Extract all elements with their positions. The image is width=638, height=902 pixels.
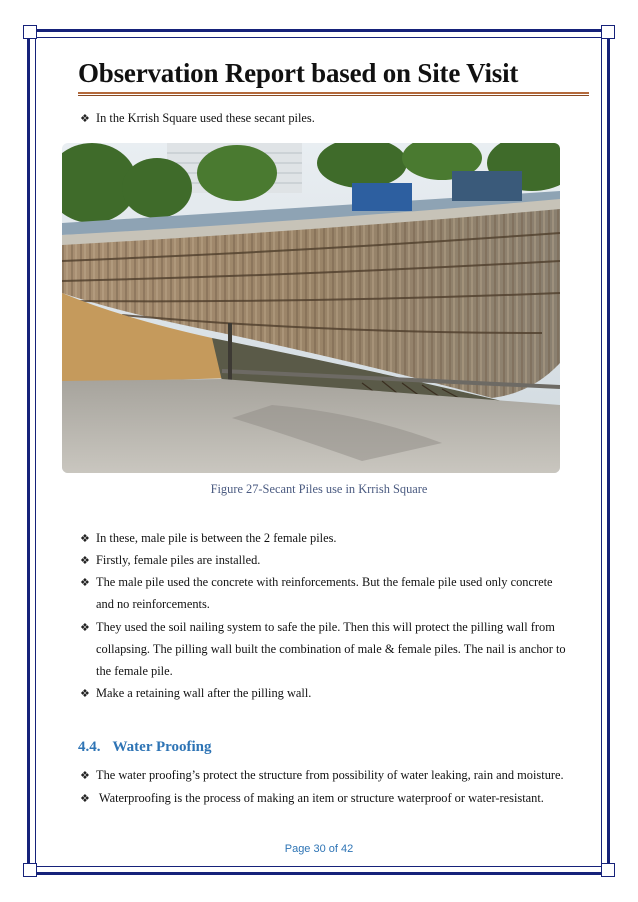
title-rule: [78, 92, 589, 94]
intro-bullet: [80, 107, 315, 130]
list-item: [80, 787, 544, 810]
list-item-text: They used the soil nailing system to safe the pile. Then this will protect the pilling wall from: [96, 620, 555, 634]
diamond-bullet-icon: ❖: [80, 793, 90, 805]
section-title: Water Proofing: [112, 739, 212, 755]
intro-bullet-text: In the Krrish Square used these secant piles.: [96, 111, 315, 125]
secant-piles-illustration: [62, 143, 560, 473]
list-item: [80, 549, 260, 572]
list-item: [80, 571, 553, 594]
secant-piles-photo: [62, 143, 560, 473]
diamond-bullet-icon: ❖: [80, 688, 90, 700]
diamond-bullet-icon: ❖: [80, 577, 90, 589]
list-item-text: Firstly, female piles are installed.: [96, 553, 261, 567]
list-item: [80, 764, 564, 787]
list-item-text: The male pile used the concrete with reinforcements. But the female pile used only concrete: [96, 575, 553, 589]
title-rule-thin: [78, 95, 589, 96]
diamond-bullet-icon: ❖: [80, 533, 90, 545]
corner-ornament-top-left: [23, 25, 37, 39]
diamond-bullet-icon: ❖: [80, 555, 90, 567]
list-item-text: Waterproofing is the process of making an item or structure waterproof or water-resistant.: [96, 791, 544, 805]
list-item-continuation: and no reinforcements.: [96, 597, 210, 611]
diamond-bullet-icon: ❖: [80, 770, 90, 782]
list-item-continuation: collapsing. The pilling wall built the combination of male & female piles. The nail is anchor to: [96, 642, 566, 656]
diamond-bullet-icon: ❖: [80, 622, 90, 634]
list-item-text: Make a retaining wall after the pilling wall.: [96, 686, 312, 700]
section-heading: [78, 739, 212, 756]
list-item: [80, 527, 337, 550]
corner-ornament-top-right: [601, 25, 615, 39]
list-item-text: The water proofing’s protect the structure from possibility of water leaking, rain and moisture.: [96, 768, 564, 782]
list-item-continuation: the female pile.: [96, 664, 173, 678]
corner-ornament-bottom-right: [601, 863, 615, 877]
section-number: 4.4.: [78, 739, 101, 755]
page-number: Page 30 of 42: [284, 843, 354, 855]
corner-ornament-bottom-left: [23, 863, 37, 877]
list-item-text: In these, male pile is between the 2 female piles.: [96, 531, 337, 545]
page-title: Observation Report based on Site Visit: [78, 58, 519, 88]
figure-caption: Figure 27-Secant Piles use in Krrish Square: [210, 482, 428, 496]
list-item: [80, 682, 311, 705]
diamond-bullet-icon: ❖: [80, 113, 90, 125]
list-item: [80, 616, 555, 639]
